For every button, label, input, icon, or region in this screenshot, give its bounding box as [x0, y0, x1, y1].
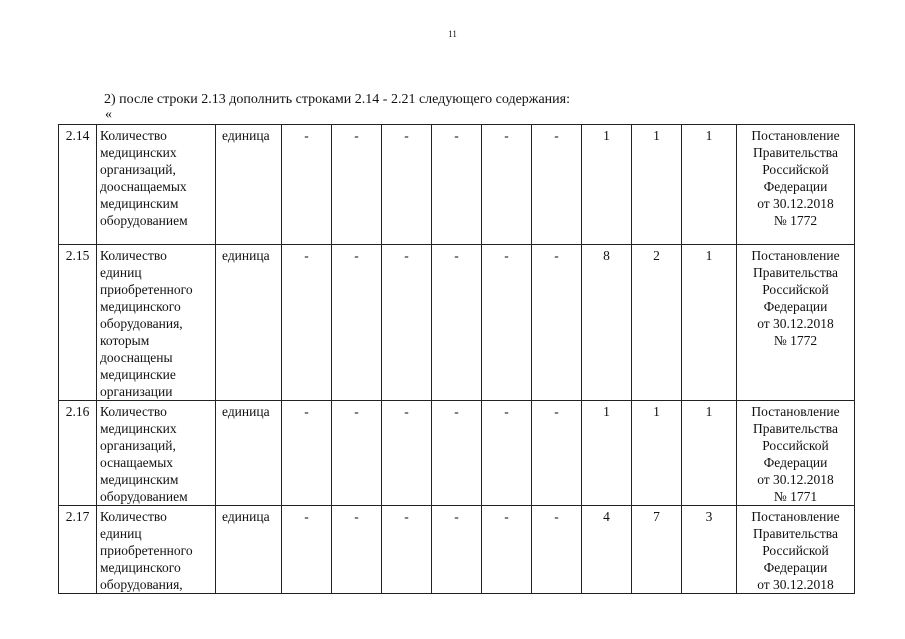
value-cell: -: [532, 506, 582, 594]
opening-quote: «: [105, 107, 112, 122]
row-number: 2.16: [59, 401, 97, 506]
value-cell: -: [482, 401, 532, 506]
value-cell: -: [432, 245, 482, 401]
value-cell: -: [382, 125, 432, 245]
basis-document-line: Российской: [762, 543, 829, 558]
indicator-name-line: организаций,: [100, 438, 176, 453]
value-cell: 1: [582, 125, 632, 245]
table-body: [59, 125, 855, 594]
value-cell: 1: [682, 125, 737, 245]
value-cell: -: [282, 125, 332, 245]
value-cell: -: [332, 245, 382, 401]
value-cell: 2: [632, 245, 682, 401]
value-cell: -: [482, 245, 532, 401]
basis-document-line: от 30.12.2018: [757, 472, 834, 487]
basis-document-line: Постановление: [751, 509, 840, 524]
basis-document-line: от 30.12.2018: [757, 316, 834, 331]
value-cell: -: [382, 506, 432, 594]
indicators-table: [58, 124, 855, 594]
indicator-name-line: Количество: [100, 128, 167, 143]
value-cell: -: [482, 506, 532, 594]
value-cell: 3: [682, 506, 737, 594]
basis-document-line: Правительства: [753, 421, 838, 436]
value-cell: 1: [682, 245, 737, 401]
value-cell: -: [532, 245, 582, 401]
basis-document-line: № 1771: [773, 489, 818, 504]
basis-document: [737, 506, 855, 594]
basis-document-line: Правительства: [753, 145, 838, 160]
value-cell: -: [482, 125, 532, 245]
indicator-name-line: организации: [100, 384, 173, 399]
basis-document-line: от 30.12.2018: [757, 196, 834, 211]
indicator-name: [97, 401, 216, 506]
page-number: 11: [448, 29, 457, 39]
value-cell: 1: [632, 125, 682, 245]
unit-cell: единица: [216, 506, 282, 594]
value-cell: 4: [582, 506, 632, 594]
indicator-name-line: приобретенного: [100, 282, 193, 297]
indicator-name-line: оборудованием: [100, 213, 188, 228]
indicator-name-line: оборудования,: [100, 577, 183, 592]
basis-document-line: Федерации: [763, 299, 828, 314]
basis-document: [737, 401, 855, 506]
value-cell: 1: [582, 401, 632, 506]
indicator-name-line: которым: [100, 333, 150, 348]
basis-document-line: Постановление: [751, 248, 840, 263]
row-number: 2.14: [59, 125, 97, 245]
value-cell: -: [432, 401, 482, 506]
value-cell: 8: [582, 245, 632, 401]
indicator-name: [97, 506, 216, 594]
value-cell: 7: [632, 506, 682, 594]
basis-document-line: Федерации: [763, 455, 828, 470]
indicator-name-line: медицинских: [100, 421, 177, 436]
unit-cell: единица: [216, 245, 282, 401]
table-row: [59, 506, 855, 594]
indicator-name-line: медицинских: [100, 145, 177, 160]
table-row: [59, 401, 855, 506]
basis-document-line: Постановление: [751, 404, 840, 419]
indicator-name: [97, 245, 216, 401]
basis-document-line: Правительства: [753, 526, 838, 541]
row-number: 2.15: [59, 245, 97, 401]
value-cell: -: [282, 245, 332, 401]
basis-document-line: Российской: [762, 282, 829, 297]
indicator-name-line: организаций,: [100, 162, 176, 177]
value-cell: -: [382, 401, 432, 506]
indicator-name-line: Количество: [100, 404, 167, 419]
value-cell: -: [282, 401, 332, 506]
indicator-name-line: Количество: [100, 509, 167, 524]
basis-document-line: Федерации: [763, 560, 828, 575]
value-cell: -: [332, 506, 382, 594]
basis-document-line: Федерации: [763, 179, 828, 194]
basis-document-line: № 1772: [773, 333, 818, 348]
row-number: 2.17: [59, 506, 97, 594]
value-cell: -: [282, 506, 332, 594]
intro-paragraph: 2) после строки 2.13 дополнить строками 2.14 - 2.21 следующего содержания:: [104, 92, 570, 107]
indicator-name: [97, 125, 216, 245]
table-row: [59, 245, 855, 401]
indicator-name-line: медицинские: [100, 367, 176, 382]
indicator-name-line: единиц: [100, 526, 142, 541]
indicator-name-line: оснащаемых: [100, 455, 174, 470]
indicator-name-line: медицинского: [100, 560, 181, 575]
value-cell: -: [332, 125, 382, 245]
value-cell: -: [432, 125, 482, 245]
indicator-name-line: оборудованием: [100, 489, 188, 504]
value-cell: 1: [682, 401, 737, 506]
indicator-name-line: медицинским: [100, 472, 179, 487]
indicator-name-line: Количество: [100, 248, 167, 263]
value-cell: -: [532, 125, 582, 245]
value-cell: -: [432, 506, 482, 594]
value-cell: 1: [632, 401, 682, 506]
value-cell: -: [382, 245, 432, 401]
indicator-name-line: медицинским: [100, 196, 179, 211]
value-cell: -: [332, 401, 382, 506]
basis-document: [737, 125, 855, 245]
basis-document-line: № 1772: [773, 213, 818, 228]
indicator-name-line: оборудования,: [100, 316, 183, 331]
basis-document-line: Правительства: [753, 265, 838, 280]
indicator-name-line: дооснащены: [100, 350, 173, 365]
basis-document-line: Постановление: [751, 128, 840, 143]
value-cell: -: [532, 401, 582, 506]
basis-document: [737, 245, 855, 401]
basis-document-line: Российской: [762, 162, 829, 177]
indicator-name-line: дооснащаемых: [100, 179, 187, 194]
indicator-name-line: медицинского: [100, 299, 181, 314]
basis-document-line: от 30.12.2018: [757, 577, 834, 592]
table-row: [59, 125, 855, 245]
indicator-name-line: приобретенного: [100, 543, 193, 558]
unit-cell: единица: [216, 401, 282, 506]
indicator-name-line: единиц: [100, 265, 142, 280]
unit-cell: единица: [216, 125, 282, 245]
basis-document-line: Российской: [762, 438, 829, 453]
